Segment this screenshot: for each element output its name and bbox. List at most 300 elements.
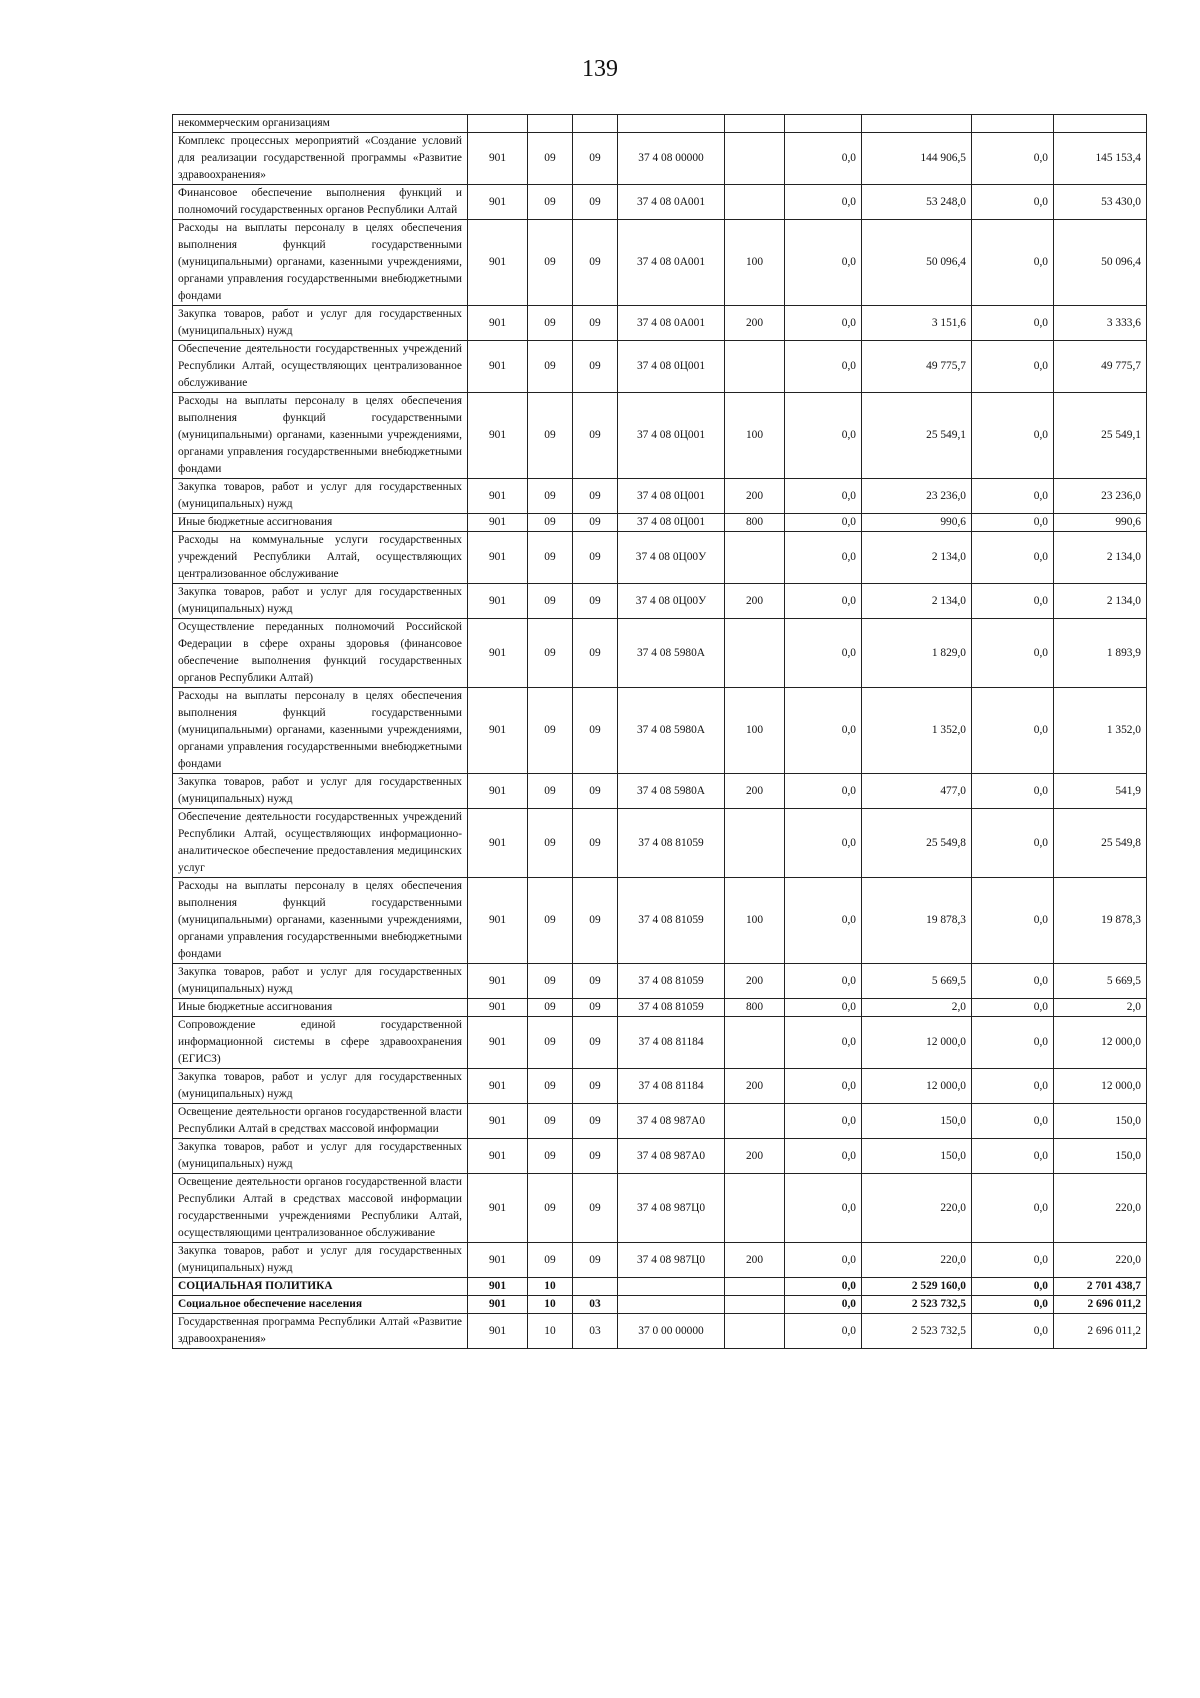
cell-target-article: 37 4 08 0А001 bbox=[618, 306, 725, 341]
cell-grbs: 901 bbox=[468, 1174, 528, 1243]
cell-amount-1: 0,0 bbox=[785, 619, 862, 688]
cell-amount-4: 150,0 bbox=[1054, 1104, 1147, 1139]
cell-amount-3: 0,0 bbox=[972, 878, 1054, 964]
cell-grbs: 901 bbox=[468, 809, 528, 878]
cell-name: Закупка товаров, работ и услуг для государственных (муниципальных) нужд bbox=[173, 964, 468, 999]
cell-section: 09 bbox=[528, 774, 573, 809]
cell-section: 10 bbox=[528, 1278, 573, 1296]
table-row bbox=[173, 133, 1147, 185]
cell-name: Закупка товаров, работ и услуг для государственных (муниципальных) нужд bbox=[173, 584, 468, 619]
cell-target-article: 37 4 08 987А0 bbox=[618, 1139, 725, 1174]
cell-amount-4: 19 878,3 bbox=[1054, 878, 1147, 964]
cell-target-article: 37 4 08 81059 bbox=[618, 809, 725, 878]
cell-amount-2: 23 236,0 bbox=[862, 479, 972, 514]
cell-expense-type: 200 bbox=[725, 479, 785, 514]
cell-amount-4: 2 134,0 bbox=[1054, 584, 1147, 619]
cell-expense-type bbox=[725, 619, 785, 688]
cell-target-article: 37 4 08 0Ц00У bbox=[618, 532, 725, 584]
cell-amount-3: 0,0 bbox=[972, 185, 1054, 220]
cell-grbs: 901 bbox=[468, 1296, 528, 1314]
cell-grbs: 901 bbox=[468, 1243, 528, 1278]
cell-subsection: 09 bbox=[573, 809, 618, 878]
cell-target-article bbox=[618, 1296, 725, 1314]
cell-section: 09 bbox=[528, 619, 573, 688]
table-row bbox=[173, 185, 1147, 220]
cell-expense-type bbox=[725, 341, 785, 393]
cell-target-article bbox=[618, 1278, 725, 1296]
cell-subsection bbox=[573, 1278, 618, 1296]
cell-grbs: 901 bbox=[468, 1139, 528, 1174]
cell-amount-3: 0,0 bbox=[972, 584, 1054, 619]
cell-section: 10 bbox=[528, 1314, 573, 1349]
cell-amount-2: 25 549,1 bbox=[862, 393, 972, 479]
cell-subsection: 09 bbox=[573, 532, 618, 584]
cell-amount-1: 0,0 bbox=[785, 1104, 862, 1139]
table-row bbox=[173, 1243, 1147, 1278]
cell-amount-4: 1 893,9 bbox=[1054, 619, 1147, 688]
cell-grbs: 901 bbox=[468, 133, 528, 185]
cell-amount-4: 541,9 bbox=[1054, 774, 1147, 809]
cell-target-article: 37 4 08 0Ц001 bbox=[618, 514, 725, 532]
cell-amount-3: 0,0 bbox=[972, 341, 1054, 393]
cell-expense-type: 200 bbox=[725, 964, 785, 999]
cell-section: 09 bbox=[528, 306, 573, 341]
cell-subsection: 09 bbox=[573, 514, 618, 532]
cell-amount-1: 0,0 bbox=[785, 774, 862, 809]
cell-section: 09 bbox=[528, 809, 573, 878]
cell-subsection: 09 bbox=[573, 1069, 618, 1104]
cell-name: Закупка товаров, работ и услуг для государственных (муниципальных) нужд bbox=[173, 774, 468, 809]
cell-section: 10 bbox=[528, 1296, 573, 1314]
cell-name: СОЦИАЛЬНАЯ ПОЛИТИКА bbox=[173, 1278, 468, 1296]
cell-amount-1: 0,0 bbox=[785, 964, 862, 999]
cell-target-article: 37 4 08 81184 bbox=[618, 1017, 725, 1069]
cell-grbs: 901 bbox=[468, 393, 528, 479]
cell-amount-3: 0,0 bbox=[972, 479, 1054, 514]
cell-amount-2: 1 352,0 bbox=[862, 688, 972, 774]
table-row bbox=[173, 999, 1147, 1017]
cell-amount-2: 220,0 bbox=[862, 1174, 972, 1243]
cell-subsection: 09 bbox=[573, 220, 618, 306]
cell-amount-3: 0,0 bbox=[972, 220, 1054, 306]
cell-expense-type bbox=[725, 532, 785, 584]
table-row bbox=[173, 964, 1147, 999]
cell-subsection: 09 bbox=[573, 1243, 618, 1278]
cell-section: 09 bbox=[528, 1069, 573, 1104]
cell-subsection bbox=[573, 115, 618, 133]
table-row bbox=[173, 532, 1147, 584]
cell-amount-3: 0,0 bbox=[972, 688, 1054, 774]
cell-amount-1: 0,0 bbox=[785, 532, 862, 584]
cell-grbs: 901 bbox=[468, 341, 528, 393]
cell-amount-4 bbox=[1054, 115, 1147, 133]
cell-amount-1 bbox=[785, 115, 862, 133]
cell-amount-3 bbox=[972, 115, 1054, 133]
cell-amount-4: 5 669,5 bbox=[1054, 964, 1147, 999]
cell-section: 09 bbox=[528, 479, 573, 514]
cell-subsection: 09 bbox=[573, 1017, 618, 1069]
cell-target-article: 37 4 08 987Ц0 bbox=[618, 1243, 725, 1278]
cell-subsection: 09 bbox=[573, 999, 618, 1017]
cell-grbs: 901 bbox=[468, 220, 528, 306]
cell-target-article: 37 4 08 81059 bbox=[618, 999, 725, 1017]
cell-grbs: 901 bbox=[468, 619, 528, 688]
cell-target-article: 37 4 08 0Ц001 bbox=[618, 479, 725, 514]
cell-section: 09 bbox=[528, 688, 573, 774]
cell-subsection: 09 bbox=[573, 584, 618, 619]
cell-amount-1: 0,0 bbox=[785, 514, 862, 532]
cell-amount-1: 0,0 bbox=[785, 393, 862, 479]
cell-amount-2: 220,0 bbox=[862, 1243, 972, 1278]
cell-expense-type: 100 bbox=[725, 878, 785, 964]
cell-target-article bbox=[618, 115, 725, 133]
cell-amount-4: 2 696 011,2 bbox=[1054, 1296, 1147, 1314]
cell-target-article: 37 4 08 5980А bbox=[618, 774, 725, 809]
cell-amount-2: 5 669,5 bbox=[862, 964, 972, 999]
cell-section: 09 bbox=[528, 1017, 573, 1069]
cell-amount-3: 0,0 bbox=[972, 1243, 1054, 1278]
cell-expense-type: 800 bbox=[725, 999, 785, 1017]
table-row bbox=[173, 1296, 1147, 1314]
cell-amount-2: 2 523 732,5 bbox=[862, 1314, 972, 1349]
cell-subsection: 09 bbox=[573, 619, 618, 688]
table-row bbox=[173, 1174, 1147, 1243]
cell-amount-1: 0,0 bbox=[785, 341, 862, 393]
cell-amount-1: 0,0 bbox=[785, 133, 862, 185]
cell-amount-2: 144 906,5 bbox=[862, 133, 972, 185]
cell-amount-3: 0,0 bbox=[972, 619, 1054, 688]
cell-name: Обеспечение деятельности государственных учреждений Республики Алтай, осуществляющих централизованное обслуживание bbox=[173, 341, 468, 393]
cell-grbs: 901 bbox=[468, 774, 528, 809]
cell-amount-1: 0,0 bbox=[785, 999, 862, 1017]
cell-expense-type: 200 bbox=[725, 1139, 785, 1174]
table-row bbox=[173, 878, 1147, 964]
table-row bbox=[173, 1278, 1147, 1296]
cell-target-article: 37 0 00 00000 bbox=[618, 1314, 725, 1349]
table-row bbox=[173, 1314, 1147, 1349]
cell-amount-2: 2 134,0 bbox=[862, 584, 972, 619]
cell-section: 09 bbox=[528, 514, 573, 532]
cell-subsection: 03 bbox=[573, 1296, 618, 1314]
cell-amount-1: 0,0 bbox=[785, 1139, 862, 1174]
cell-subsection: 09 bbox=[573, 479, 618, 514]
cell-subsection: 09 bbox=[573, 341, 618, 393]
cell-section: 09 bbox=[528, 532, 573, 584]
cell-amount-1: 0,0 bbox=[785, 1017, 862, 1069]
cell-amount-3: 0,0 bbox=[972, 964, 1054, 999]
cell-grbs: 901 bbox=[468, 1278, 528, 1296]
cell-amount-2: 12 000,0 bbox=[862, 1069, 972, 1104]
table-row bbox=[173, 220, 1147, 306]
cell-grbs: 901 bbox=[468, 1069, 528, 1104]
cell-amount-1: 0,0 bbox=[785, 809, 862, 878]
cell-amount-4: 25 549,1 bbox=[1054, 393, 1147, 479]
cell-amount-2: 25 549,8 bbox=[862, 809, 972, 878]
table-row bbox=[173, 1139, 1147, 1174]
cell-name: Освещение деятельности органов государственной власти Республики Алтай в средствах массовой информации государственными учреждениями Республики Алтай, осуществляющими централизованное обслуживание bbox=[173, 1174, 468, 1243]
cell-target-article: 37 4 08 0Ц00У bbox=[618, 584, 725, 619]
table-row bbox=[173, 514, 1147, 532]
cell-grbs: 901 bbox=[468, 584, 528, 619]
cell-amount-2: 990,6 bbox=[862, 514, 972, 532]
cell-amount-2: 2 523 732,5 bbox=[862, 1296, 972, 1314]
cell-grbs: 901 bbox=[468, 532, 528, 584]
cell-amount-3: 0,0 bbox=[972, 514, 1054, 532]
cell-target-article: 37 4 08 5980А bbox=[618, 688, 725, 774]
cell-name: Расходы на выплаты персоналу в целях обеспечения выполнения функций государственными (муниципальными) органами, казенными учреждениями, органами управления государственными внебюджетными фондами bbox=[173, 688, 468, 774]
cell-amount-2: 150,0 bbox=[862, 1139, 972, 1174]
cell-name: Социальное обеспечение населения bbox=[173, 1296, 468, 1314]
table-row bbox=[173, 688, 1147, 774]
cell-subsection: 09 bbox=[573, 1139, 618, 1174]
cell-amount-3: 0,0 bbox=[972, 999, 1054, 1017]
cell-target-article: 37 4 08 81059 bbox=[618, 878, 725, 964]
cell-section: 09 bbox=[528, 1139, 573, 1174]
cell-name: Иные бюджетные ассигнования bbox=[173, 514, 468, 532]
cell-name: Закупка товаров, работ и услуг для государственных (муниципальных) нужд bbox=[173, 1069, 468, 1104]
cell-amount-1: 0,0 bbox=[785, 1243, 862, 1278]
table-row bbox=[173, 1017, 1147, 1069]
table-row bbox=[173, 1069, 1147, 1104]
cell-amount-2: 53 248,0 bbox=[862, 185, 972, 220]
cell-amount-4: 220,0 bbox=[1054, 1243, 1147, 1278]
cell-subsection: 09 bbox=[573, 774, 618, 809]
page-number: 139 bbox=[582, 56, 618, 82]
cell-target-article: 37 4 08 81184 bbox=[618, 1069, 725, 1104]
cell-amount-4: 50 096,4 bbox=[1054, 220, 1147, 306]
cell-amount-4: 150,0 bbox=[1054, 1139, 1147, 1174]
cell-section: 09 bbox=[528, 999, 573, 1017]
cell-amount-4: 1 352,0 bbox=[1054, 688, 1147, 774]
cell-amount-3: 0,0 bbox=[972, 1296, 1054, 1314]
cell-amount-4: 2,0 bbox=[1054, 999, 1147, 1017]
cell-amount-1: 0,0 bbox=[785, 584, 862, 619]
cell-expense-type: 800 bbox=[725, 514, 785, 532]
cell-section: 09 bbox=[528, 584, 573, 619]
cell-section: 09 bbox=[528, 964, 573, 999]
cell-amount-1: 0,0 bbox=[785, 479, 862, 514]
cell-expense-type bbox=[725, 1174, 785, 1243]
cell-amount-2: 19 878,3 bbox=[862, 878, 972, 964]
cell-subsection: 09 bbox=[573, 185, 618, 220]
table-row bbox=[173, 115, 1147, 133]
cell-amount-1: 0,0 bbox=[785, 1174, 862, 1243]
cell-amount-3: 0,0 bbox=[972, 393, 1054, 479]
cell-subsection: 03 bbox=[573, 1314, 618, 1349]
table-row bbox=[173, 393, 1147, 479]
cell-amount-4: 220,0 bbox=[1054, 1174, 1147, 1243]
cell-grbs: 901 bbox=[468, 1314, 528, 1349]
budget-table bbox=[172, 114, 1147, 1349]
cell-amount-2: 49 775,7 bbox=[862, 341, 972, 393]
cell-amount-3: 0,0 bbox=[972, 1139, 1054, 1174]
cell-amount-3: 0,0 bbox=[972, 1069, 1054, 1104]
cell-amount-3: 0,0 bbox=[972, 1104, 1054, 1139]
cell-name: Расходы на выплаты персоналу в целях обеспечения выполнения функций государственными (муниципальными) органами, казенными учреждениями, органами управления государственными внебюджетными фондами bbox=[173, 220, 468, 306]
cell-section bbox=[528, 115, 573, 133]
cell-amount-3: 0,0 bbox=[972, 1278, 1054, 1296]
cell-amount-4: 49 775,7 bbox=[1054, 341, 1147, 393]
cell-subsection: 09 bbox=[573, 878, 618, 964]
cell-section: 09 bbox=[528, 1174, 573, 1243]
cell-amount-3: 0,0 bbox=[972, 809, 1054, 878]
cell-grbs: 901 bbox=[468, 1017, 528, 1069]
cell-amount-3: 0,0 bbox=[972, 1174, 1054, 1243]
cell-amount-1: 0,0 bbox=[785, 185, 862, 220]
cell-expense-type bbox=[725, 1278, 785, 1296]
cell-grbs: 901 bbox=[468, 1104, 528, 1139]
cell-amount-4: 2 134,0 bbox=[1054, 532, 1147, 584]
cell-amount-3: 0,0 bbox=[972, 1017, 1054, 1069]
cell-amount-2: 477,0 bbox=[862, 774, 972, 809]
cell-expense-type: 200 bbox=[725, 774, 785, 809]
cell-name: Обеспечение деятельности государственных учреждений Республики Алтай, осуществляющих информационно-аналитическое обеспечение предоставления медицинских услуг bbox=[173, 809, 468, 878]
cell-subsection: 09 bbox=[573, 1174, 618, 1243]
cell-subsection: 09 bbox=[573, 393, 618, 479]
cell-amount-2 bbox=[862, 115, 972, 133]
cell-amount-4: 2 696 011,2 bbox=[1054, 1314, 1147, 1349]
table-body bbox=[173, 115, 1147, 1349]
cell-amount-4: 53 430,0 bbox=[1054, 185, 1147, 220]
cell-amount-2: 1 829,0 bbox=[862, 619, 972, 688]
cell-amount-2: 3 151,6 bbox=[862, 306, 972, 341]
cell-amount-4: 145 153,4 bbox=[1054, 133, 1147, 185]
cell-amount-4: 23 236,0 bbox=[1054, 479, 1147, 514]
cell-amount-1: 0,0 bbox=[785, 306, 862, 341]
cell-expense-type: 200 bbox=[725, 1069, 785, 1104]
cell-target-article: 37 4 08 0А001 bbox=[618, 220, 725, 306]
cell-target-article: 37 4 08 81059 bbox=[618, 964, 725, 999]
cell-name: некоммерческим организациям bbox=[173, 115, 468, 133]
cell-name: Закупка товаров, работ и услуг для государственных (муниципальных) нужд bbox=[173, 306, 468, 341]
cell-name: Освещение деятельности органов государственной власти Республики Алтай в средствах массовой информации bbox=[173, 1104, 468, 1139]
cell-expense-type bbox=[725, 1296, 785, 1314]
cell-target-article: 37 4 08 5980А bbox=[618, 619, 725, 688]
cell-subsection: 09 bbox=[573, 964, 618, 999]
cell-name: Государственная программа Республики Алтай «Развитие здравоохранения» bbox=[173, 1314, 468, 1349]
cell-target-article: 37 4 08 00000 bbox=[618, 133, 725, 185]
cell-name: Расходы на коммунальные услуги государственных учреждений Республики Алтай, осуществляющих централизованное обслуживание bbox=[173, 532, 468, 584]
cell-amount-3: 0,0 bbox=[972, 133, 1054, 185]
cell-target-article: 37 4 08 0А001 bbox=[618, 185, 725, 220]
cell-amount-2: 2,0 bbox=[862, 999, 972, 1017]
cell-amount-2: 12 000,0 bbox=[862, 1017, 972, 1069]
cell-grbs: 901 bbox=[468, 306, 528, 341]
cell-subsection: 09 bbox=[573, 1104, 618, 1139]
cell-name: Иные бюджетные ассигнования bbox=[173, 999, 468, 1017]
cell-amount-2: 2 529 160,0 bbox=[862, 1278, 972, 1296]
cell-grbs: 901 bbox=[468, 999, 528, 1017]
cell-name: Расходы на выплаты персоналу в целях обеспечения выполнения функций государственными (муниципальными) органами, казенными учреждениями, органами управления государственными внебюджетными фондами bbox=[173, 878, 468, 964]
cell-section: 09 bbox=[528, 220, 573, 306]
cell-amount-4: 990,6 bbox=[1054, 514, 1147, 532]
cell-section: 09 bbox=[528, 878, 573, 964]
cell-name: Закупка товаров, работ и услуг для государственных (муниципальных) нужд bbox=[173, 479, 468, 514]
cell-expense-type: 100 bbox=[725, 220, 785, 306]
cell-expense-type: 100 bbox=[725, 393, 785, 479]
table-row bbox=[173, 341, 1147, 393]
cell-expense-type bbox=[725, 1104, 785, 1139]
cell-amount-3: 0,0 bbox=[972, 306, 1054, 341]
cell-expense-type bbox=[725, 133, 785, 185]
cell-amount-2: 150,0 bbox=[862, 1104, 972, 1139]
cell-expense-type bbox=[725, 1017, 785, 1069]
cell-target-article: 37 4 08 987А0 bbox=[618, 1104, 725, 1139]
cell-expense-type: 200 bbox=[725, 306, 785, 341]
cell-section: 09 bbox=[528, 1104, 573, 1139]
cell-amount-1: 0,0 bbox=[785, 1314, 862, 1349]
cell-name: Закупка товаров, работ и услуг для государственных (муниципальных) нужд bbox=[173, 1139, 468, 1174]
cell-name: Закупка товаров, работ и услуг для государственных (муниципальных) нужд bbox=[173, 1243, 468, 1278]
cell-section: 09 bbox=[528, 393, 573, 479]
cell-grbs: 901 bbox=[468, 688, 528, 774]
cell-name: Осуществление переданных полномочий Российской Федерации в сфере охраны здоровья (финансовое обеспечение выполнения функций государственных органов Республики Алтай) bbox=[173, 619, 468, 688]
cell-target-article: 37 4 08 0Ц001 bbox=[618, 393, 725, 479]
cell-expense-type bbox=[725, 185, 785, 220]
cell-grbs: 901 bbox=[468, 964, 528, 999]
cell-grbs: 901 bbox=[468, 878, 528, 964]
cell-section: 09 bbox=[528, 1243, 573, 1278]
cell-amount-4: 12 000,0 bbox=[1054, 1017, 1147, 1069]
cell-expense-type bbox=[725, 1314, 785, 1349]
table-row bbox=[173, 774, 1147, 809]
table-row bbox=[173, 1104, 1147, 1139]
cell-amount-1: 0,0 bbox=[785, 1296, 862, 1314]
cell-subsection: 09 bbox=[573, 688, 618, 774]
table-row bbox=[173, 619, 1147, 688]
cell-expense-type: 200 bbox=[725, 584, 785, 619]
cell-grbs: 901 bbox=[468, 185, 528, 220]
cell-amount-2: 50 096,4 bbox=[862, 220, 972, 306]
cell-amount-4: 3 333,6 bbox=[1054, 306, 1147, 341]
table-row bbox=[173, 479, 1147, 514]
cell-name: Расходы на выплаты персоналу в целях обеспечения выполнения функций государственными (муниципальными) органами, казенными учреждениями, органами управления государственными внебюджетными фондами bbox=[173, 393, 468, 479]
cell-target-article: 37 4 08 0Ц001 bbox=[618, 341, 725, 393]
cell-grbs: 901 bbox=[468, 514, 528, 532]
cell-amount-3: 0,0 bbox=[972, 1314, 1054, 1349]
cell-expense-type: 200 bbox=[725, 1243, 785, 1278]
cell-amount-4: 25 549,8 bbox=[1054, 809, 1147, 878]
cell-section: 09 bbox=[528, 133, 573, 185]
table-row bbox=[173, 306, 1147, 341]
cell-amount-1: 0,0 bbox=[785, 878, 862, 964]
cell-name: Комплекс процессных мероприятий «Создание условий для реализации государственной программы «Развитие здравоохранения» bbox=[173, 133, 468, 185]
cell-expense-type: 100 bbox=[725, 688, 785, 774]
cell-grbs bbox=[468, 115, 528, 133]
cell-name: Сопровождение единой государственной информационной системы в сфере здравоохранения (ЕГИСЗ) bbox=[173, 1017, 468, 1069]
cell-section: 09 bbox=[528, 341, 573, 393]
cell-amount-1: 0,0 bbox=[785, 220, 862, 306]
cell-name: Финансовое обеспечение выполнения функций и полномочий государственных органов Республики Алтай bbox=[173, 185, 468, 220]
cell-grbs: 901 bbox=[468, 479, 528, 514]
cell-expense-type bbox=[725, 115, 785, 133]
cell-amount-1: 0,0 bbox=[785, 1069, 862, 1104]
cell-amount-1: 0,0 bbox=[785, 688, 862, 774]
cell-amount-3: 0,0 bbox=[972, 774, 1054, 809]
cell-amount-4: 2 701 438,7 bbox=[1054, 1278, 1147, 1296]
cell-subsection: 09 bbox=[573, 306, 618, 341]
cell-amount-1: 0,0 bbox=[785, 1278, 862, 1296]
cell-target-article: 37 4 08 987Ц0 bbox=[618, 1174, 725, 1243]
cell-amount-2: 2 134,0 bbox=[862, 532, 972, 584]
table-row bbox=[173, 809, 1147, 878]
cell-amount-3: 0,0 bbox=[972, 532, 1054, 584]
table-row bbox=[173, 584, 1147, 619]
cell-section: 09 bbox=[528, 185, 573, 220]
cell-amount-4: 12 000,0 bbox=[1054, 1069, 1147, 1104]
cell-expense-type bbox=[725, 809, 785, 878]
cell-subsection: 09 bbox=[573, 133, 618, 185]
